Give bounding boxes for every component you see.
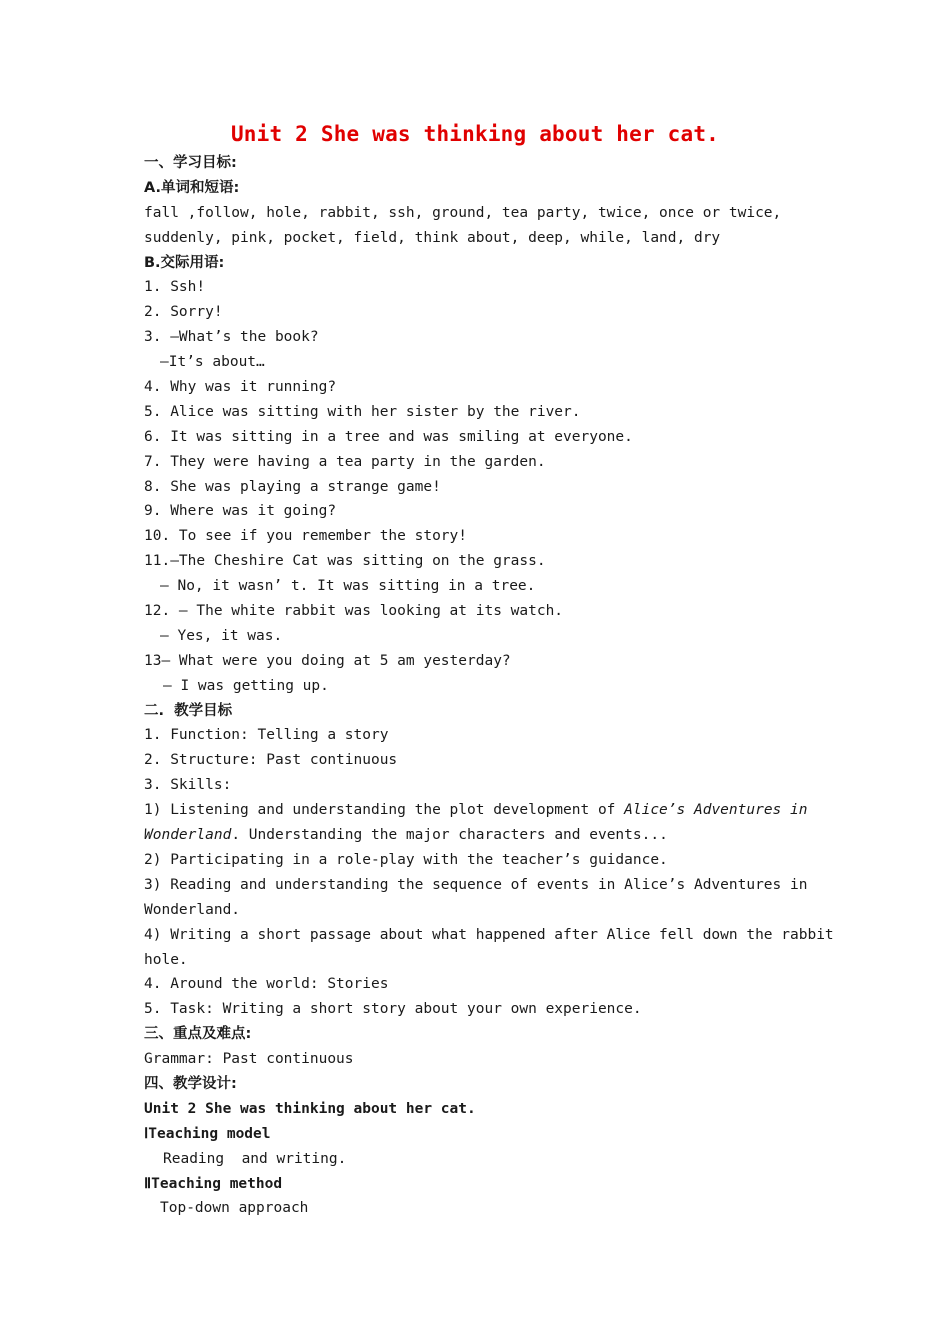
skill-item: 2) Participating in a role-play with the teacher’s guidance. bbox=[144, 851, 668, 868]
phrase-item: 3. —What’s the book? bbox=[144, 329, 319, 346]
phrase-item: 2. Sorry! bbox=[144, 304, 223, 321]
goal-item: 5. Task: Writing a short story about your own experience. bbox=[144, 1001, 642, 1018]
vocab-heading: A.单词和短语: bbox=[144, 179, 240, 196]
objectives-heading: 一、学习目标: bbox=[144, 155, 237, 171]
phrase-item: — I was getting up. bbox=[163, 677, 329, 694]
book-title: Wonderland bbox=[144, 827, 232, 844]
book-title: Alice’s Adventures in bbox=[624, 802, 808, 819]
skill-text: . Understanding the major characters and events... bbox=[231, 827, 668, 844]
phrase-item: 11.—The Cheshire Cat was sitting on the grass. bbox=[144, 553, 546, 570]
skill-item bbox=[144, 823, 814, 848]
phrase-item: 6. It was sitting in a tree and was smiling at everyone. bbox=[144, 428, 633, 445]
key-points-heading: 三、重点及难点: bbox=[144, 1026, 252, 1043]
design-heading: 四、教学设计: bbox=[144, 1075, 237, 1092]
phrase-item: 13— What were you doing at 5 am yesterday? bbox=[144, 652, 511, 669]
method-text: Top-down approach bbox=[160, 1200, 309, 1217]
design-unit-title: Unit 2 She was thinking about her cat. bbox=[144, 1100, 476, 1117]
goal-item: 4. Around the world: Stories bbox=[144, 976, 389, 993]
method-heading: ⅡTeaching method bbox=[144, 1175, 283, 1192]
goal-item: 2. Structure: Past continuous bbox=[144, 752, 398, 769]
phrase-item: 5. Alice was sitting with her sister by the river. bbox=[144, 403, 581, 420]
phrase-item: — No, it wasn’ t. It was sitting in a tree. bbox=[160, 578, 536, 595]
skill-item: hole. bbox=[144, 951, 188, 968]
model-text: Reading and writing. bbox=[163, 1150, 347, 1167]
skill-text: 1) Listening and understanding the plot development of bbox=[144, 802, 625, 819]
skill-item: 3) Reading and understanding the sequence of events in Alice’s Adventures in bbox=[144, 876, 808, 893]
model-heading: ⅠTeaching model bbox=[144, 1125, 271, 1142]
vocab-line: fall ,follow, hole, rabbit, ssh, ground, tea party, twice, once or twice, bbox=[144, 204, 782, 221]
goal-item: 3. Skills: bbox=[144, 777, 232, 794]
document-body bbox=[144, 151, 834, 1221]
phrase-item: 8. She was playing a strange game! bbox=[144, 478, 441, 495]
teaching-goals-heading: 二. 教学目标 bbox=[144, 702, 233, 719]
phrase-item: —It’s about… bbox=[160, 354, 265, 371]
phrase-item: 9. Where was it going? bbox=[144, 503, 337, 520]
skill-item: Wonderland. bbox=[144, 901, 241, 918]
skill-item: 4) Writing a short passage about what happened after Alice fell down the rabbit bbox=[144, 926, 834, 943]
phrase-item: 4. Why was it running? bbox=[144, 379, 337, 396]
vocab-line: suddenly, pink, pocket, field, think about, deep, while, land, dry bbox=[144, 229, 721, 246]
phrases-heading: B.交际用语: bbox=[144, 254, 225, 271]
phrase-item: 10. To see if you remember the story! bbox=[144, 528, 468, 545]
phrase-item: — Yes, it was. bbox=[160, 627, 283, 644]
phrase-item: 1. Ssh! bbox=[144, 279, 206, 296]
skill-item bbox=[144, 798, 814, 823]
phrase-item: 7. They were having a tea party in the garden. bbox=[144, 453, 546, 470]
goal-item: 1. Function: Telling a story bbox=[144, 727, 389, 744]
key-points-text: Grammar: Past continuous bbox=[144, 1051, 354, 1068]
page-title: Unit 2 She was thinking about her cat. bbox=[230, 122, 720, 146]
phrase-item: 12. — The white rabbit was looking at its watch. bbox=[144, 603, 564, 620]
